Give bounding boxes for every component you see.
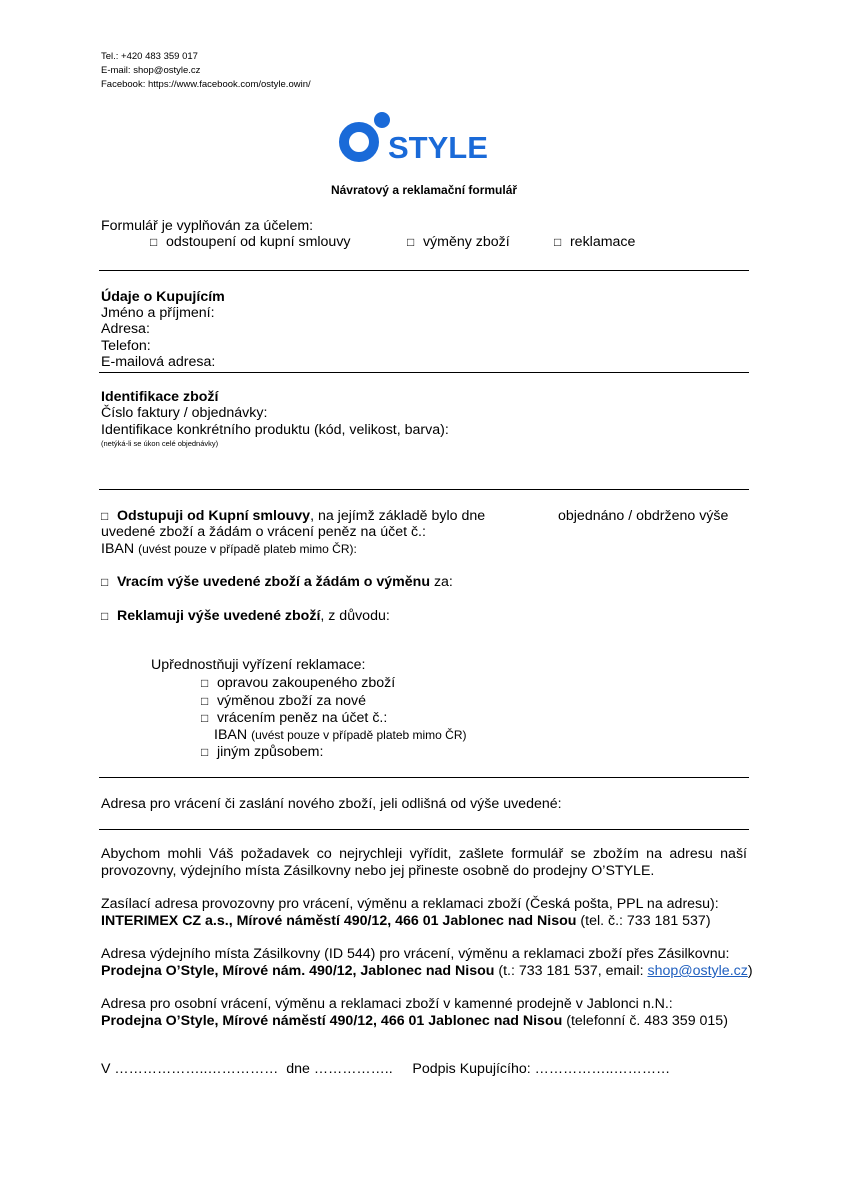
buyer-address-field[interactable]: Adresa: <box>101 321 150 337</box>
ostyle-logo-mark <box>336 108 516 168</box>
preference-iban-field[interactable] <box>214 727 467 743</box>
iban-label: IBAN <box>214 727 248 743</box>
divider <box>99 777 749 778</box>
preference-option-label: opravou zakoupeného zboží <box>216 675 396 691</box>
zasilkovna-label: Adresa výdejního místa Zásilkovny (ID 544) pro vrácení, výměnu a reklamaci zboží přes Zásilkovnu: <box>101 946 730 962</box>
signature-line[interactable]: V ………………..…………… dne …………….. Podpis Kupujícího: ……………..………… <box>101 1061 671 1077</box>
goods-heading: Identifikace zboží <box>101 389 219 405</box>
logo-dot <box>374 112 390 128</box>
contact-phone: Tel.: +420 483 359 017 <box>101 51 198 62</box>
buyer-name-field[interactable]: Jméno a příjmení: <box>101 305 215 321</box>
product-identification-note: (netýká-li se úkon celé objednávky) <box>101 439 219 448</box>
zasilkovna-address-bold: Prodejna O’Style, Mírové nám. 490/12, Jablonec nad Nisou <box>101 963 495 979</box>
iban-label: IBAN <box>101 541 135 557</box>
checkbox-icon[interactable]: □ <box>101 609 109 623</box>
info-intro: Abychom mohli Váš požadavek co nejrychleji vyřídit, zašlete formulář se zbožím na adresu naší provozovny, výdejního místa Zásilkovny nebo jej přineste osobně do prodejny O’STYLE. <box>101 846 747 879</box>
checkbox-icon[interactable]: □ <box>554 235 562 249</box>
post-address <box>101 913 711 929</box>
product-identification-field[interactable]: Identifikace konkrétního produktu (kód, velikost, barva): <box>101 422 449 438</box>
exchange-text: za: <box>430 574 453 590</box>
ostyle-logo <box>336 108 516 168</box>
preference-option-replace[interactable] <box>201 693 366 709</box>
withdraw-text-continued: objednáno / obdrženo výše <box>558 508 729 524</box>
zasilkovna-tail: (t.: 733 181 537, email: <box>494 963 648 979</box>
buyer-email-field[interactable]: E-mailová adresa: <box>101 354 216 370</box>
purpose-label: Formulář je vyplňován za účelem: <box>101 218 314 234</box>
preference-option-label: výměnou zboží za nové <box>216 693 367 709</box>
logo-brand-text: STYLE <box>388 130 488 165</box>
purpose-option-exchange[interactable] <box>407 234 510 250</box>
preference-option-repair[interactable] <box>201 675 395 691</box>
shop-email-link[interactable]: shop@ostyle.cz <box>647 963 748 979</box>
return-address-field[interactable]: Adresa pro vrácení či zaslání nového zboží, jeli odlišná od výše uvedené: <box>101 796 562 812</box>
divider <box>99 489 749 490</box>
buyer-phone-field[interactable]: Telefon: <box>101 338 151 354</box>
iban-note: (uvést pouze v případě plateb mimo ČR) <box>251 728 467 742</box>
store-address-bold: Prodejna O’Style, Mírové náměstí 490/12, 466 01 Jablonec nad Nisou <box>101 1013 563 1029</box>
checkbox-icon[interactable]: □ <box>201 745 209 759</box>
divider <box>99 829 749 830</box>
divider <box>99 270 749 271</box>
exchange-option[interactable] <box>101 574 453 590</box>
withdraw-option[interactable] <box>101 508 485 524</box>
purpose-option-complaint[interactable] <box>554 234 635 250</box>
store-label: Adresa pro osobní vrácení, výměnu a reklamaci zboží v kamenné prodejně v Jablonci n.N.: <box>101 996 673 1012</box>
store-address <box>101 1013 728 1029</box>
invoice-number-field[interactable]: Číslo faktury / objednávky: <box>101 405 268 421</box>
divider <box>99 372 749 373</box>
preference-label: Upřednostňuji vyřízení reklamace: <box>151 657 366 673</box>
post-address-bold: INTERIMEX CZ a.s., Mírové náměstí 490/12, 466 01 Jablonec nad Nisou <box>101 913 577 929</box>
complaint-bold-label: Reklamuji výše uvedené zboží <box>116 608 321 624</box>
iban-note: (uvést pouze v případě plateb mimo ČR): <box>138 542 357 556</box>
preference-option-other[interactable] <box>201 744 323 760</box>
purpose-option-label: odstoupení od kupní smlouvy <box>165 234 351 250</box>
form-title: Návratový a reklamační formulář <box>330 183 518 197</box>
contact-email: E-mail: shop@ostyle.cz <box>101 65 201 76</box>
checkbox-icon[interactable]: □ <box>101 509 109 523</box>
withdraw-account-line: uvedené zboží a žádám o vrácení peněz na účet č.: <box>101 524 426 540</box>
withdraw-iban-field[interactable] <box>101 541 357 557</box>
logo-ring <box>344 127 374 157</box>
preference-option-refund[interactable] <box>201 710 387 726</box>
contact-facebook: Facebook: https://www.facebook.com/ostyle.owin/ <box>101 79 311 90</box>
exchange-bold-label: Vracím výše uvedené zboží a žádám o výměnu <box>116 574 430 590</box>
withdraw-bold-label: Odstupuji od Kupní smlouvy <box>116 508 311 524</box>
complaint-option[interactable] <box>101 608 390 624</box>
post-address-tail: (tel. č.: 733 181 537) <box>576 913 711 929</box>
checkbox-icon[interactable]: □ <box>201 694 209 708</box>
zasilkovna-tail-close: ) <box>747 963 753 979</box>
purpose-option-label: výměny zboží <box>422 234 510 250</box>
checkbox-icon[interactable]: □ <box>407 235 415 249</box>
checkbox-icon[interactable]: □ <box>101 575 109 589</box>
buyer-heading: Údaje o Kupujícím <box>101 289 225 305</box>
checkbox-icon[interactable]: □ <box>150 235 158 249</box>
post-address-label: Zasílací adresa provozovny pro vrácení, výměnu a reklamaci zboží (Česká pošta, PPL na adresu): <box>101 896 719 912</box>
purpose-option-label: reklamace <box>569 234 636 250</box>
preference-option-label: jiným způsobem: <box>216 744 324 760</box>
zasilkovna-address <box>101 963 753 979</box>
checkbox-icon[interactable]: □ <box>201 676 209 690</box>
purpose-option-withdraw[interactable] <box>150 234 351 250</box>
preference-option-label: vrácením peněz na účet č.: <box>216 710 388 726</box>
checkbox-icon[interactable]: □ <box>201 711 209 725</box>
withdraw-text: , na jejímž základě bylo dne <box>310 508 486 524</box>
complaint-text: , z důvodu: <box>320 608 390 624</box>
store-address-tail: (telefonní č. 483 359 015) <box>562 1013 728 1029</box>
